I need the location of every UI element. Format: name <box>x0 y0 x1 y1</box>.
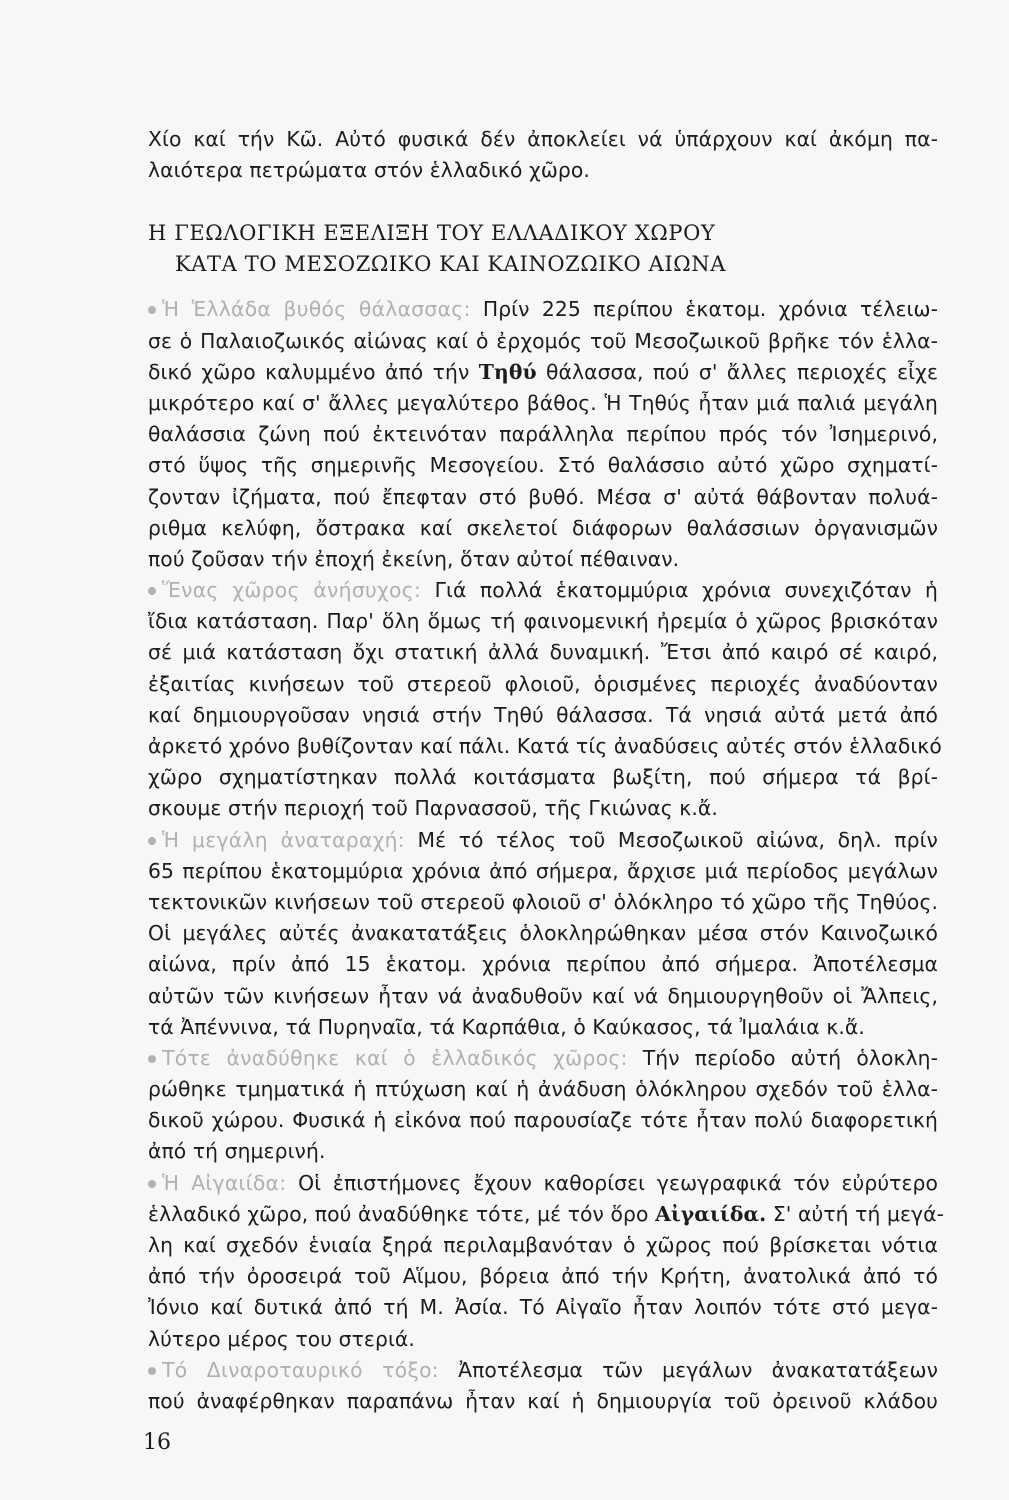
paragraph-line: δικοῦ χώρου. Φυσικά ἡ εἰκόνα πού παρουσίαζε τότε ἦταν πολύ διαφορετική <box>148 1108 938 1133</box>
page-number: 16 <box>143 1430 171 1455</box>
paragraph-line: λύτερο μέρος του στεριά. <box>148 1326 415 1351</box>
paragraph-line: Τό Διναροταυρικό τόξο: Ἀποτέλεσμα τῶν μεγάλων ἀνακατατάξεων <box>148 1355 938 1386</box>
paragraph-lead: Τό Διναροταυρικό τόξο: <box>162 1357 439 1382</box>
paragraph-line: χῶρο σχηματίστηκαν πολλά κοιτάσματα βωξίτη, πού σήμερα τά βρί- <box>148 765 938 790</box>
paragraph-lead: Ἡ Αἰγαιίδα: <box>162 1170 287 1195</box>
paragraph-line: δικό χῶρο καλυμμένο ἀπό τήν Τηθύ θάλασσα, πού σ' ἄλλες περιοχές εἶχε <box>148 359 939 384</box>
intro-line-1: Χίο καί τήν Κῶ. Αὐτό φυσικά δέν ἀποκλείει νά ὑπάρχουν καί ἀκόμη πα- <box>148 127 938 151</box>
page-body <box>148 124 945 1417</box>
paragraph-line: Ἕνας χῶρος ἀνήσυχος: Γιά πολλά ἑκατομμύρια χρόνια συνεχιζόταν ἡ <box>148 575 938 606</box>
paragraph-line: τεκτονικῶν κινήσεων τοῦ στερεοῦ φλοιοῦ σ' ὁλόκληρο τό χῶρο τῆς Τηθύος. <box>148 889 938 914</box>
paragraph-line: ριθμα κελύφη, ὄστρακα καί σκελετοί διάφορων θαλάσσιων ὀργανισμῶν <box>148 515 938 540</box>
paragraph-lead: Ἡ Ἑλλάδα βυθός θάλασσας: <box>162 297 471 322</box>
paragraph-line: ζονταν ἰζήματα, πού ἔπεφταν στό βυθό. Μέσα σ' αὐτά θάβονταν πολυά- <box>148 484 938 509</box>
paragraph-line: Ἡ μεγάλη ἀναταραχή: Μέ τό τέλος τοῦ Μεσοζωικοῦ αἰώνα, δηλ. πρίν <box>148 825 938 856</box>
bold-term: Αἰγαιίδα. <box>655 1201 767 1226</box>
paragraph-line: ἀπό τήν ὀροσειρά τοῦ Αἵμου, βόρεια ἀπό τήν Κρήτη, ἀνατολικά ἀπό τό <box>148 1264 938 1289</box>
paragraph-line: ἴδια κατάσταση. Παρ' ὅλη ὅμως τή φαινομενική ἠρεμία ὁ χῶρος βρισκόταν <box>148 609 938 634</box>
bold-term: Τηθύ <box>478 359 537 384</box>
paragraph-line: μικρότερο καί σ' ἄλλες μεγαλύτερο βάθος. Ἡ Τηθύς ἦταν μιά παλιά μεγάλη <box>148 390 938 415</box>
bullet-icon <box>148 1055 156 1063</box>
bullet-icon <box>148 1367 156 1375</box>
bullet-icon <box>148 837 156 845</box>
paragraph-line: ἀπό τή σημερινή. <box>148 1139 326 1164</box>
bullet-icon <box>148 306 156 314</box>
paragraph-line: τά Ἀπέννινα, τά Πυρηναῖα, τά Καρπάθια, ὁ Καύκασος, τά Ἰμαλάια κ.ἄ. <box>148 1014 865 1039</box>
paragraph-line: ἑλλαδικό χῶρο, πού ἀναδύθηκε τότε, μέ τόν ὅρο Αἰγαιίδα. Σ' αὐτή τή μεγά- <box>148 1201 945 1226</box>
paragraph-line: σε ὁ Παλαιοζωικός αἰώνας καί ὁ ἐρχομός τοῦ Μεσοζωικοῦ βρῆκε τόν ἑλλα- <box>148 328 938 353</box>
paragraph-lead: Ἡ μεγάλη ἀναταραχή: <box>162 827 405 852</box>
paragraph-line: λη καί σχεδόν ἑνιαία ξηρά περιλαμβανόταν ὁ χῶρος πού βρίσκεται νότια <box>148 1233 938 1257</box>
paragraph-line: πού ζοῦσαν τήν ἐποχή ἐκείνη, ὅταν αὐτοί πέθαιναν. <box>148 546 680 571</box>
paragraph-line: στό ὕψος τῆς σημερινῆς Μεσογείου. Στό θαλάσσιο αὐτό χῶρο σχηματί- <box>148 453 938 478</box>
paragraph-line: θαλάσσια ζώνη πού ἐκτεινόταν παράλληλα περίπου πρός τόν Ἰσημερινό, <box>148 422 938 447</box>
paragraph-line: σέ μιά κατάσταση ὄχι στατική ἀλλά δυναμική. Ἔτσι ἀπό καιρό σέ καιρό, <box>148 640 938 665</box>
paragraph-line: Οἱ μεγάλες αὐτές ἀνακατατάξεις ὁλοκληρώθηκαν μέσα στόν Καινοζωικό <box>148 921 938 946</box>
paragraph-line: καί δημιουργοῦσαν νησιά στήν Τηθύ θάλασσα. Τά νησιά αὐτά μετά ἀπό <box>148 702 938 727</box>
paragraph-line: 65 περίπου ἑκατομμύρια χρόνια ἀπό σήμερα, ἄρχισε μιά περίοδος μεγάλων <box>148 858 938 883</box>
paragraph-line: ρώθηκε τμηματικά ἡ πτύχωση καί ἡ ἀνάδυση ὁλόκληρου σχεδόν τοῦ ἑλλα- <box>148 1077 938 1102</box>
paragraph-lead: Τότε ἀναδύθηκε καί ὁ ἑλλαδικός χῶρος: <box>162 1045 628 1070</box>
paragraph-lead: Ἕνας χῶρος ἀνήσυχος: <box>162 578 422 603</box>
bullet-icon <box>148 587 156 595</box>
paragraph-line: ἐξαιτίας κινήσεων τοῦ στερεοῦ φλοιοῦ, ὁρισμένες περιοχές ἀναδύονταν <box>148 671 938 696</box>
paragraph-line: Ἡ Αἰγαιίδα: Οἱ ἐπιστήμονες ἔχουν καθορίσει γεωγραφικά τόν εὐρύτερο <box>148 1168 938 1199</box>
paragraph-line: αὐτῶν τῶν κινήσεων ἦταν νά ἀναδυθοῦν καί νά δημιουργηθοῦν οἱ Ἄλπεις, <box>148 983 938 1008</box>
section-heading-line-1: Η ΓΕΩΛΟΓΙΚΗ ΕΞΕΛΙΞΗ ΤΟΥ ΕΛΛΑΔΙΚΟΥ ΧΩΡΟΥ <box>148 221 716 246</box>
intro-line-2: λαιότερα πετρώματα στόν ἑλλαδικό χῶρο. <box>148 158 590 183</box>
paragraph-line: Τότε ἀναδύθηκε καί ὁ ἑλλαδικός χῶρος: Τήν περίοδο αὐτή ὁλοκλη- <box>148 1043 938 1074</box>
paragraph-line: σκουμε στήν περιοχή τοῦ Παρνασσοῦ, τῆς Γκιώνας κ.ἄ. <box>148 796 718 821</box>
paragraph-line: αἰώνα, πρίν ἀπό 15 ἑκατομ. χρόνια περίπου ἀπό σήμερα. Ἀποτέλεσμα <box>148 952 938 977</box>
section-heading-line-2: ΚΑΤΑ ΤΟ ΜΕΣΟΖΩΙΚΟ ΚΑΙ ΚΑΙΝΟΖΩΙΚΟ ΑΙΩΝΑ <box>175 252 727 277</box>
bullet-icon <box>148 1180 156 1188</box>
paragraph-line: Ἡ Ἑλλάδα βυθός θάλασσας: Πρίν 225 περίπου ἑκατομ. χρόνια τέλειω- <box>148 294 938 325</box>
paragraph-line: πού ἀναφέρθηκαν παραπάνω ἦταν καί ἡ δημιουργία τοῦ ὀρεινοῦ κλάδου <box>148 1388 938 1413</box>
paragraph-line: Ἰόνιο καί δυτικά ἀπό τή Μ. Ἀσία. Τό Αἰγαῖο ἦταν λοιπόν τότε στό μεγα- <box>148 1295 938 1320</box>
paragraph-line: ἀρκετό χρόνο βυθίζονταν καί πάλι. Κατά τίς ἀναδύσεις αὐτές στόν ἑλλαδικό <box>148 734 942 758</box>
